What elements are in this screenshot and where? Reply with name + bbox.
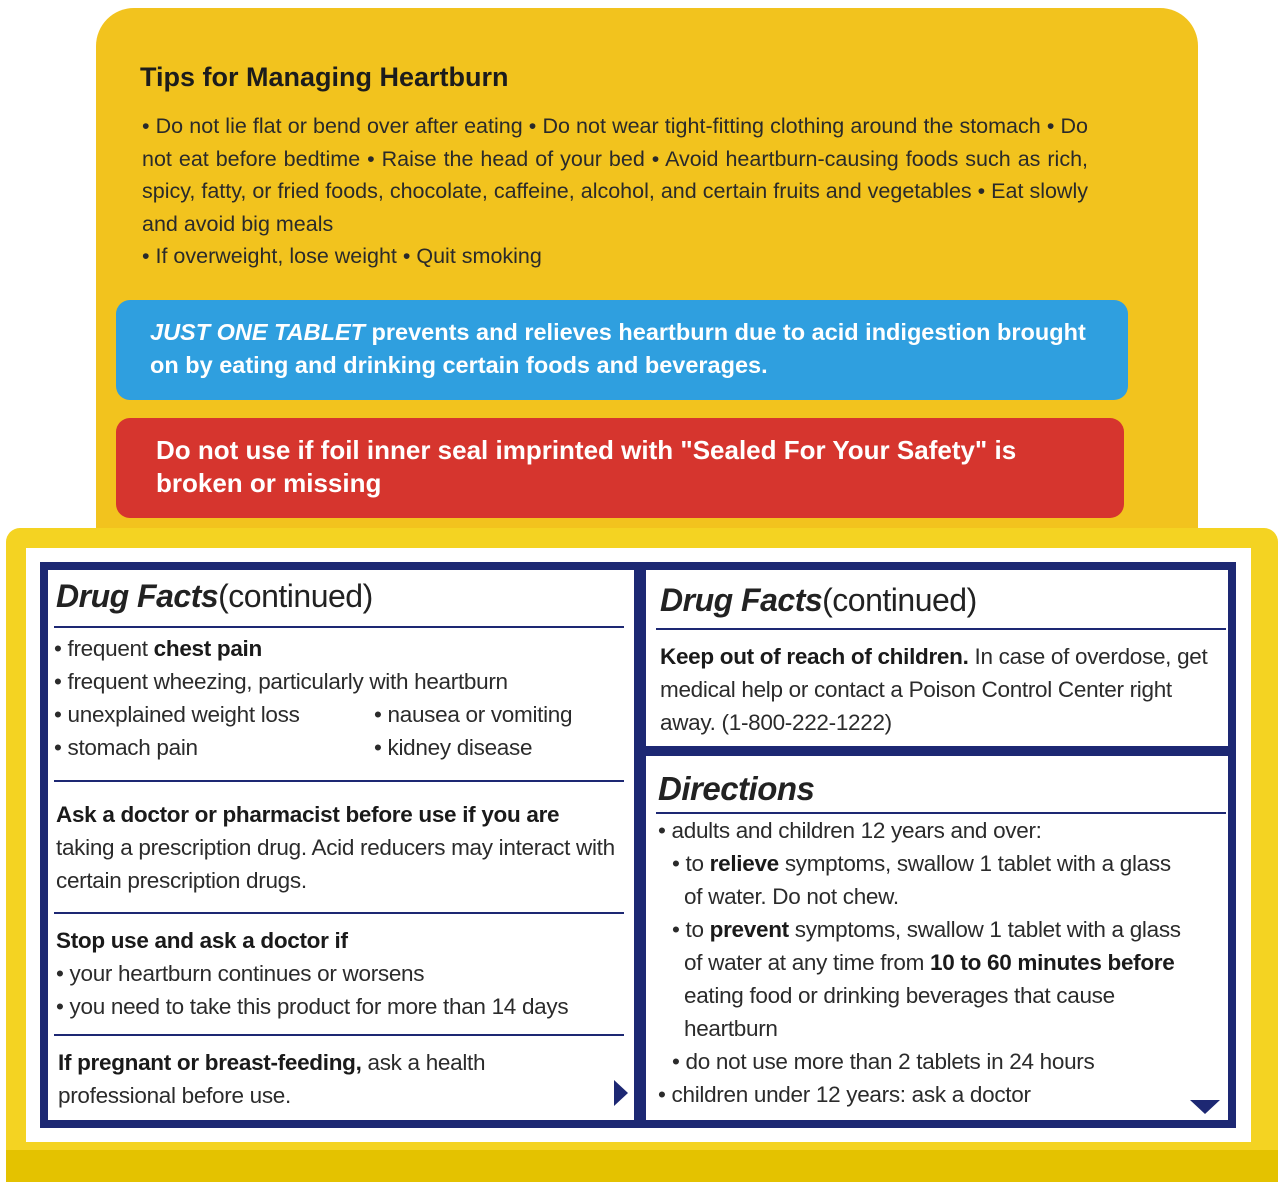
keep-out-heading: Keep out of reach of children. [660,644,969,669]
stop-use-section [56,924,616,1023]
section-divider [54,1034,624,1036]
pregnancy-heading: If pregnant or breast-feeding, [58,1050,362,1075]
list-item: • you need to take this product for more than 14 days [56,994,569,1019]
keep-out-text: In case of overdose, get medical help or contact a Poison Control Center right away. (1-800-222-1222) [660,644,1208,735]
blue-claim-text [150,316,1110,382]
keep-out-of-reach-section [660,640,1220,739]
list-item-continued: of water. Do not chew. [684,884,899,909]
list-item: • frequent wheezing, particularly with heartburn [54,669,508,694]
pregnancy-text: ask a health professional before use. [58,1050,486,1108]
section-divider [54,780,624,782]
ask-doctor-text: taking a prescription drug. Acid reducers may interact with certain prescription drugs. [56,835,615,893]
heading-rule [54,626,624,628]
tips-title: Tips for Managing Heartburn [140,62,509,92]
package-box-bottom-edge [6,1150,1278,1182]
list-item: • adults and children 12 years and over: [658,818,1042,843]
continue-arrow-icon [614,1080,628,1106]
tips-last-line: • If overweight, lose weight • Quit smoking [142,244,542,268]
list-item: • your heartburn continues or worsens [56,961,425,986]
left-panel-heading [56,578,373,615]
list-item: • frequent chest pain [54,636,262,661]
tips-text: • Do not lie flat or bend over after eating • Do not wear tight-fitting clothing around the stomach • Do not eat before bedtime • Raise the head of your bed • Avoid heartburn-causing foods such as rich, spicy, fatty, or fried foods, chocolate, caffeine, alcohol, and certain fruits and vegetables • Eat slowly and avoid big meals [142,114,1088,236]
list-item-continued: of water at any time from 10 to 60 minutes before [684,950,1175,975]
heading-rule [656,628,1226,630]
directions-title: Directions [658,770,815,807]
pregnancy-section [58,1046,528,1112]
stop-use-heading: Stop use and ask a doctor if [56,928,348,953]
section-divider [54,912,624,914]
list-item: • stomach pain • kidney disease [54,735,533,760]
list-item: • do not use more than 2 tablets in 24 hours [672,1049,1095,1074]
continued-label: (continued) [822,582,977,618]
right-panel-heading [660,582,977,619]
drug-facts-heading: Drug Facts [660,582,823,618]
ask-doctor-section [56,798,616,897]
list-item-continued: eating food or drinking beverages that cause [684,983,1115,1008]
directions-list [658,814,1224,1111]
list-item: • children under 12 years: ask a doctor [658,1082,1031,1107]
warnings-list [54,632,624,764]
blue-claim-rest: prevents and relieves heartburn due to acid indigestion brought on by eating and drinking certain foods and beverages. [150,319,1086,378]
ask-doctor-heading: Ask a doctor or pharmacist before use if you are [56,802,560,827]
continue-arrow-down-icon [1190,1100,1220,1114]
list-item-continued: heartburn [684,1016,778,1041]
list-item: • unexplained weight loss • nausea or vomiting [54,702,573,727]
continued-label: (continued) [218,578,373,614]
red-warning-text: Do not use if foil inner seal imprinted with "Sealed For Your Safety" is broken or missing [156,435,1017,498]
list-item: • to prevent symptoms, swallow 1 tablet with a glass [672,917,1181,942]
drug-facts-heading: Drug Facts [56,578,219,614]
tips-body [142,110,1088,273]
list-item: • to relieve symptoms, swallow 1 tablet with a glass [672,851,1171,876]
blue-claim-emphasis: JUST ONE TABLET [150,319,365,345]
